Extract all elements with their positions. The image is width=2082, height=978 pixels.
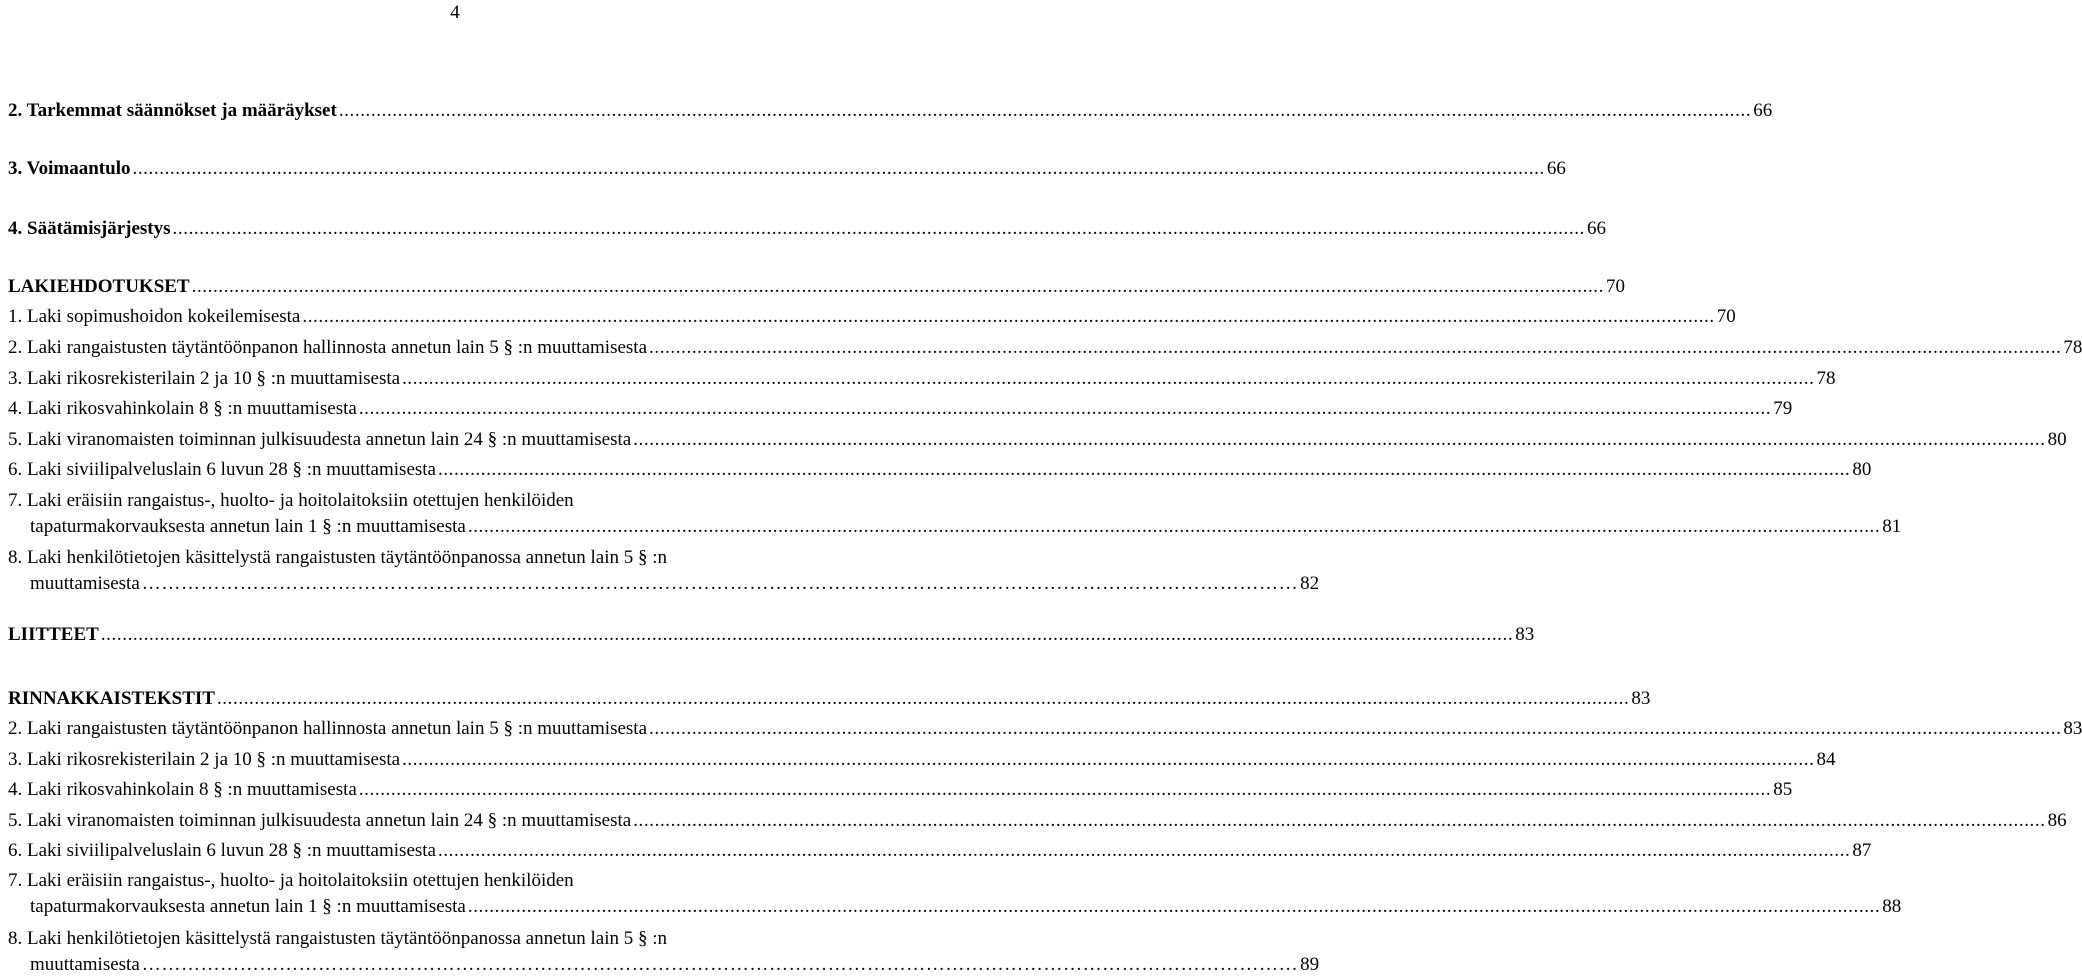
toc-entry-line — [8, 622, 1535, 648]
toc-entry-page: 86 — [2047, 810, 2067, 831]
toc-entry[interactable] — [8, 747, 1836, 773]
toc-entry[interactable] — [8, 274, 1626, 300]
toc-entry-title: 2. Laki rangaistusten täytäntöönpanon hallinnosta annetun lain 5 § :n muuttamisesta — [8, 718, 648, 739]
dot-leader — [468, 514, 1880, 540]
toc-entry[interactable] — [8, 686, 1651, 712]
toc-entry[interactable] — [8, 622, 1535, 648]
toc-entry-line — [8, 304, 1736, 330]
toc-entry-page: 82 — [1300, 573, 1320, 594]
toc-entry[interactable] — [8, 716, 2082, 742]
toc-entry[interactable] — [8, 156, 1566, 182]
dot-leader — [192, 274, 1604, 300]
toc-entry-line — [8, 838, 1872, 864]
toc-entry-line — [8, 571, 1320, 597]
toc-entry-title: RINNAKKAISTEKSTIT — [8, 688, 215, 709]
toc-entry[interactable] — [8, 457, 1872, 483]
toc-entry-title: tapaturmakorvauksesta annetun lain 1 § :n muuttamisesta — [30, 896, 466, 917]
toc-entry-title: 5. Laki viranomaisten toiminnan julkisuudesta annetun lain 24 § :n muuttamisesta — [8, 810, 632, 831]
toc-entry[interactable] — [8, 808, 2067, 834]
dot-leader — [173, 216, 1585, 242]
toc-entry-page: 84 — [1816, 749, 1836, 770]
dot-leader — [132, 156, 1544, 182]
dot-leader — [402, 366, 1814, 392]
toc-entry-page: 81 — [1882, 516, 1902, 537]
toc-entry-page: 89 — [1300, 954, 1320, 975]
toc-entry-title: LIITTEET — [8, 624, 99, 645]
toc-entry-title: 6. Laki siviilipalveluslain 6 luvun 28 § :n muuttamisesta — [8, 840, 436, 861]
dot-leader — [438, 838, 1850, 864]
dot-leader — [468, 894, 1880, 920]
toc-entry-title: 3. Laki rikosrekisterilain 2 ja 10 § :n muuttamisesta — [8, 368, 401, 389]
toc-entry-page: 80 — [2047, 429, 2067, 450]
toc-entry-line — [8, 514, 1902, 540]
toc-entry-line — [8, 366, 1836, 392]
toc-entry-title: tapaturmakorvauksesta annetun lain 1 § :n muuttamisesta — [30, 516, 466, 537]
dot-leader — [359, 396, 1771, 422]
toc-entry-page: 88 — [1882, 896, 1902, 917]
toc-entry[interactable] — [8, 838, 1872, 864]
toc-entry-line — [8, 952, 1320, 978]
toc-entry-line — [8, 457, 1872, 483]
toc-entry-title: 4. Säätämisjärjestys — [8, 218, 171, 239]
toc-entry-page: 78 — [1816, 368, 1836, 389]
toc-entry-line — [8, 98, 1773, 124]
toc-entry-page: 70 — [1606, 276, 1626, 297]
dot-leader — [101, 622, 1513, 648]
toc-entry-title-line: 8. Laki henkilötietojen käsittelystä rangaistusten täytäntöönpanossa annetun lain 5 § :n — [8, 928, 668, 949]
toc-entry-page: 83 — [1631, 688, 1651, 709]
toc-entry[interactable] — [8, 488, 1902, 540]
toc-entry-line — [8, 274, 1626, 300]
toc-entry-page: 80 — [1852, 459, 1872, 480]
dot-leader — [339, 98, 1751, 124]
toc-entry-title: muuttamisesta — [30, 954, 140, 975]
toc-entry-title: 5. Laki viranomaisten toiminnan julkisuudesta annetun lain 24 § :n muuttamisesta — [8, 429, 632, 450]
dot-leader — [142, 571, 1298, 597]
toc-entry-line — [8, 777, 1793, 803]
dot-leader — [142, 952, 1298, 978]
dot-leader — [633, 808, 2045, 834]
dot-leader — [649, 335, 2061, 361]
toc-entry-title-line: 8. Laki henkilötietojen käsittelystä rangaistusten täytäntöönpanossa annetun lain 5 § :n — [8, 547, 668, 568]
dot-leader — [217, 686, 1629, 712]
toc-entry-page: 66 — [1586, 218, 1606, 239]
toc-entry-line — [8, 335, 2082, 361]
toc-entry-title-line: 7. Laki eräisiin rangaistus-, huolto- ja hoitolaitoksiin otettujen henkilöiden — [8, 870, 574, 891]
dot-leader — [649, 716, 2061, 742]
toc-entry-page: 83 — [1515, 624, 1535, 645]
toc-entry[interactable] — [8, 427, 2067, 453]
toc-entry-page: 85 — [1773, 779, 1793, 800]
toc-entry-line — [8, 156, 1566, 182]
toc-entry-line — [8, 427, 2067, 453]
toc-entry-line — [8, 716, 2082, 742]
toc-entry-title: 3. Laki rikosrekisterilain 2 ja 10 § :n muuttamisesta — [8, 749, 401, 770]
dot-leader — [402, 747, 1814, 773]
toc-entry-title-line: 7. Laki eräisiin rangaistus-, huolto- ja hoitolaitoksiin otettujen henkilöiden — [8, 490, 574, 511]
toc-entry-line — [8, 894, 1902, 920]
toc-entry-title: muuttamisesta — [30, 573, 140, 594]
toc-entry-line — [8, 808, 2067, 834]
toc-entry-page: 66 — [1546, 158, 1566, 179]
toc-entry-title: 4. Laki rikosvahinkolain 8 § :n muuttamisesta — [8, 779, 357, 800]
toc-entry-title: 6. Laki siviilipalveluslain 6 luvun 28 § :n muuttamisesta — [8, 459, 436, 480]
toc-entry[interactable] — [8, 396, 1793, 422]
toc-entry[interactable] — [8, 98, 1773, 124]
toc-entry-line — [8, 686, 1651, 712]
dot-leader — [359, 777, 1771, 803]
toc-entry[interactable] — [8, 777, 1793, 803]
toc-entry-page: 78 — [2063, 337, 2082, 358]
toc-entry[interactable] — [8, 366, 1836, 392]
toc-entry-page: 66 — [1753, 100, 1773, 121]
toc-entry-line — [8, 396, 1793, 422]
toc-entry-page: 83 — [2063, 718, 2082, 739]
toc-entry-title: 4. Laki rikosvahinkolain 8 § :n muuttamisesta — [8, 398, 357, 419]
toc-entry-title: 3. Voimaantulo — [8, 158, 131, 179]
toc-entry-line — [8, 216, 1606, 242]
toc-entry-title: 2. Laki rangaistusten täytäntöönpanon hallinnosta annetun lain 5 § :n muuttamisesta — [8, 337, 648, 358]
toc-entry-title: 2. Tarkemmat säännökset ja määräykset — [8, 100, 337, 121]
dot-leader — [438, 457, 1850, 483]
toc-entry[interactable] — [8, 545, 1320, 597]
toc-entry-line — [8, 747, 1836, 773]
toc-entry[interactable] — [8, 868, 1902, 920]
toc-entry-page: 70 — [1716, 306, 1736, 327]
toc-entry-page: 87 — [1852, 840, 1872, 861]
toc-entry[interactable] — [8, 335, 2082, 361]
toc-entry[interactable] — [8, 216, 1606, 242]
toc-entry-page: 79 — [1773, 398, 1793, 419]
page-number: 4 — [450, 2, 460, 23]
toc-entry[interactable] — [8, 304, 1736, 330]
toc-entry-title: 1. Laki sopimushoidon kokeilemisesta — [8, 306, 301, 327]
dot-leader — [633, 427, 2045, 453]
toc-entry[interactable] — [8, 926, 1320, 978]
toc-entry-title: LAKIEHDOTUKSET — [8, 276, 190, 297]
dot-leader — [302, 304, 1714, 330]
